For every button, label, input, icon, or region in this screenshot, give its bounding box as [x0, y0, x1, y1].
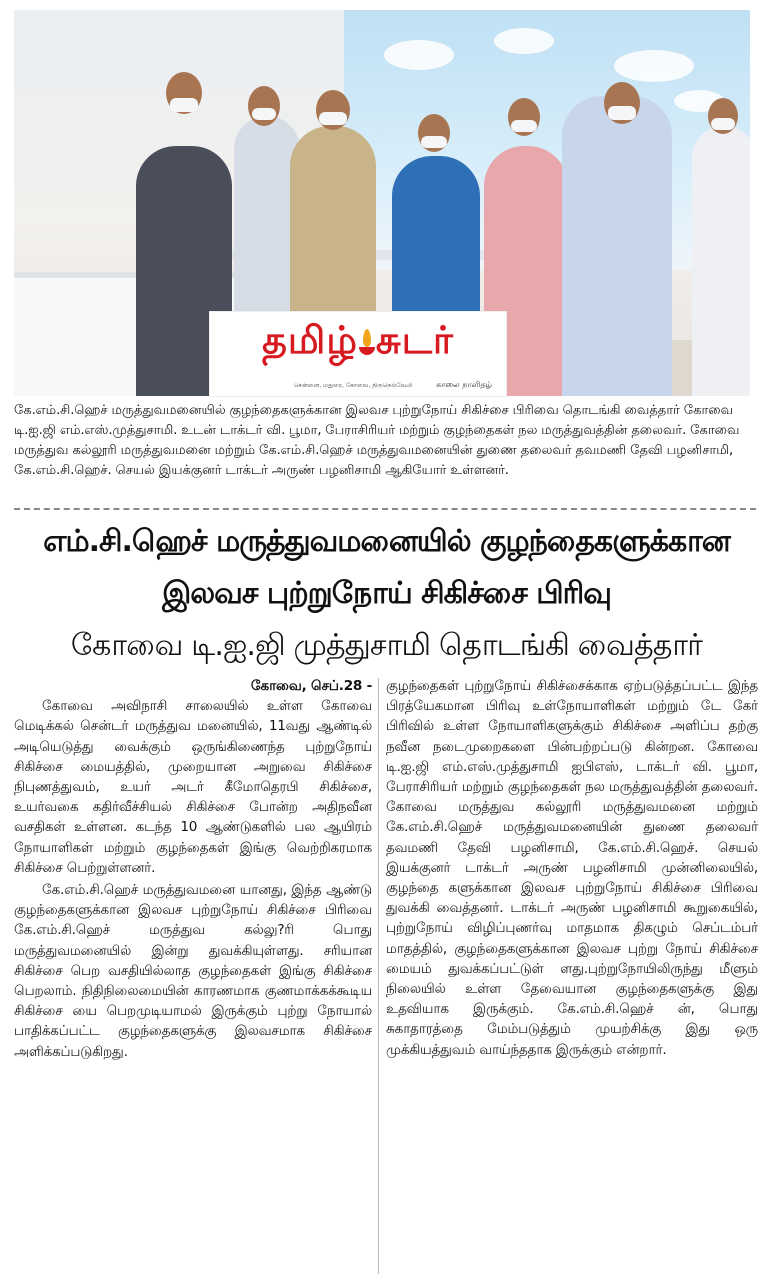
person	[692, 126, 750, 396]
article-paragraph: கோவை அவிநாசி சாலையில் உள்ள கோவை மெடிக்கல் சென்டர் மருத்துவ மனையில், 11வது ஆண்டில் அடியெடுத்து வைக்கும் ஒருங்கிணைந்த புற்றுநோய் சிகிச்சை மையத்தில், முறையான அறுவை சிகிச்சை நிபுணத்துவம், உயர் அடர் கீமோதெரபி சிகிச்சை, உயர்வகை கதிர்வீச்சியல் சிகிச்சை போன்ற அதிநவீன வசதிகள் உள்ளன. கடந்த 10 ஆண்டுகளில் பல ஆயிரம் நோயாளிகள் மற்றும் குழந்தைகள் இங்கு வெற்றிகரமாக சிகிச்சை பெற்றுள்ளனர்.	[14, 698, 372, 876]
article-column-left	[14, 676, 372, 1062]
headline-line-1: எம்.சி.ஹெச் மருத்துவமனையில் குழந்தைகளுக்கான	[43, 524, 730, 559]
dateline: கோவை, செப்.28 -	[250, 678, 372, 694]
logo-tagline: காலை நாளிதழ்	[436, 380, 492, 389]
logo-subline: சென்னை, மதுரை, கோவை, திருநெல்வேலி	[294, 382, 413, 389]
logo-wordmark: தமிழ் சுடர்	[262, 318, 454, 362]
column-divider	[378, 678, 379, 1274]
headline-line-2: இலவச புற்றுநோய் சிகிச்சை பிரிவு	[162, 576, 611, 611]
oil-lamp-icon	[358, 329, 376, 359]
newspaper-logo	[210, 312, 506, 396]
article-column-right	[386, 676, 758, 1060]
person	[562, 96, 672, 396]
photo-caption: கே.எம்.சி.ஹெச் மருத்துவமனையில் குழந்தைகளுக்கான இலவச புற்றுநோய் சிகிச்சை பிரிவை தொடங்கி வைத்தார் கோவை டி.ஐ.ஜி எம்.எஸ்.முத்துசாமி. உடன் டாக்டர் வி. பூமா, பேராசிரியர் மற்றும் குழந்தைகள் நல மருத்துவத்தின் தலைவர். கோவை மருத்துவ கல்லூரி மருத்துவமனை மற்றும் கே.எம்.சி.ஹெச் மருத்துவமனையின் துணை தலைவர் தவமணி தேவி பழனிசாமி, கே.எம்.சி.ஹெச். செயல் இயக்குனர் டாக்டர் அருண் பழனிசாமி ஆகியோர் உள்ளனர்.	[14, 403, 740, 478]
section-divider	[14, 508, 756, 510]
subheadline: கோவை டி.ஐ.ஜி முத்துசாமி தொடங்கி வைத்தார்	[70, 628, 703, 663]
article-paragraph: கே.எம்.சி.ஹெச் மருத்துவமனை யானது, இந்த ஆண்டு குழந்தைகளுக்கான இலவச புற்றுநோய் சிகிச்சை பிரிவை கே.எம்.சி.ஹெச் மருத்துவ கல்லு?ரி பொது மருத்துவமனையில் இன்று துவக்கியுள்ளது. சரியான சிகிச்சை பெற வசதியில்லாத குழந்தைகள் இங்கு சிகிச்சை பெறலாம். நிதிநிலைமையின் காரணமாக குணமாக்கக்கூடிய சிகிச்சை யை பெறமுடியாமல் இருக்கும் புற்று நோயால் பாதிக்கப்பட்ட குழந்தைகளுக்கு இலவசமாக சிகிச்சை அளிக்கப்படுகிறது.	[14, 882, 372, 1060]
article-paragraph: குழந்தைகள் புற்றுநோய் சிகிச்சைக்காக ஏற்படுத்தப்பட்ட இந்த பிரத்யேகமான பிரிவு உள்நோயாளிகள் மற்றும் டே கேர் பிரிவில் உள்ள நோயாளிகளுக்கும் சிகிச்சை அளிப்ப தற்கு நவீன நடைமுறைகளை பின்பற்றப்படு கின்றன. கோவை டி.ஐ.ஜி எம்.எஸ்.முத்துசாமி ஐபிஎஸ், டாக்டர் வி. பூமா, பேராசிரியர் மற்றும் குழந்தைகள் நல மருத்துவத்தின் தலைவர். கோவை மருத்துவ கல்லூரி மருத்துவமனை மற்றும் கே.எம்.சி.ஹெச் மருத்துவமனையின் துணை தலைவர் தவமணி தேவி பழனிசாமி, கே.எம்.சி.ஹெச். செயல் இயக்குனர் டாக்டர் அருண் பழனிசாமி முன்னிலையில், குழந்தை களுக்கான இலவச புற்றுநோய் சிகிச்சை பிரிவை துவக்கி வைத்தனர். டாக்டர் அருண் பழனிசாமி கூறுகையில், புற்றுநோய் விழிப்புணர்வு மாதமாக திகழும் செப்டம்பர் மாதத்தில், குழந்தைகளுக்கான இலவச புற்று நோய் சிகிச்சை மையம் துவக்கப்பட்டுள் ளது.புற்றுநோயிலிருந்து மீளும் நிலையில் உள்ள தேவையான குழந்தைகளுக்கு இது உதவியாக இருக்கும். கே.எம்.சி.ஹெச் ன், பொது சுகாதாரத்தை மேம்படுத்தும் முயற்சிக்கு இது ஒரு முக்கியத்துவம் வாய்ந்ததாக இருக்கும் என்றார்.	[386, 678, 758, 1058]
